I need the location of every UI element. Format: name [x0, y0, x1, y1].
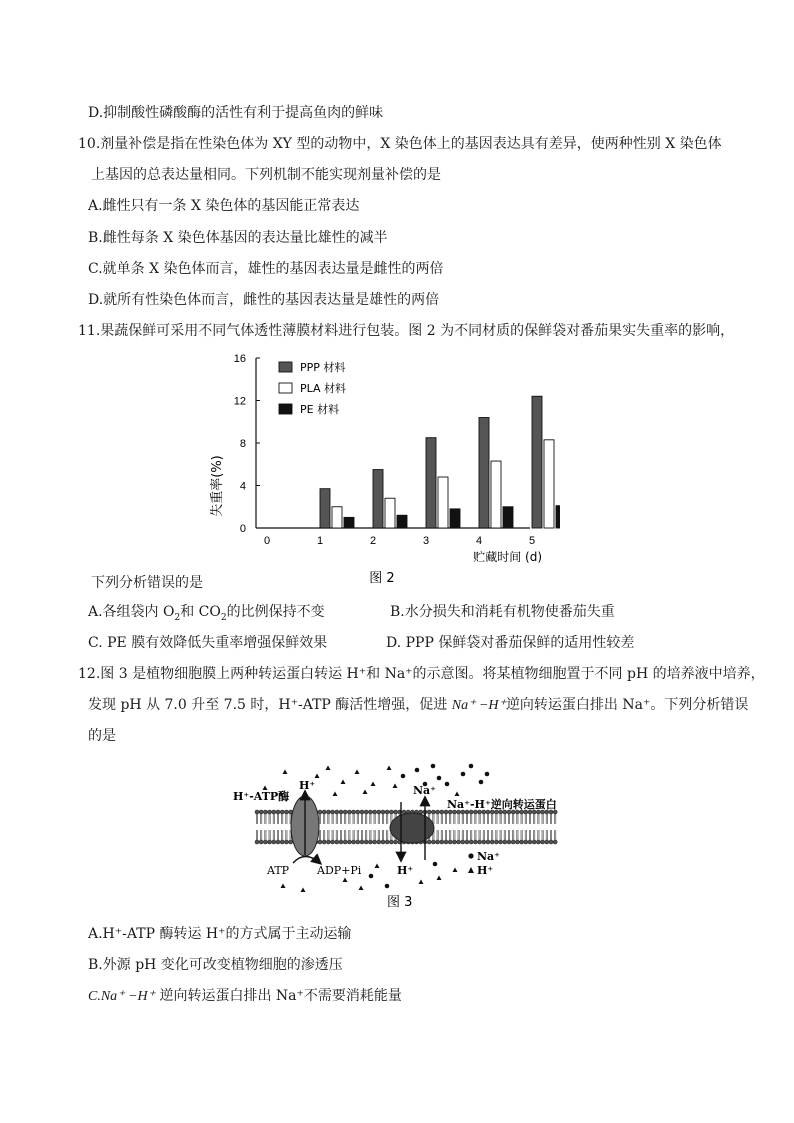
q11-option-b: B.水分损失和消耗有机物使番茄失重 — [390, 604, 615, 620]
chart-bar-ppp — [532, 396, 542, 528]
legend-h-label: H⁺ — [477, 864, 494, 877]
weight-loss-bar-chart — [200, 348, 560, 588]
q12-stem-line2 — [88, 695, 748, 716]
chart-x-tick-label: 2 — [369, 535, 377, 547]
h-ion — [355, 770, 360, 775]
chart-y-axis-label: 失重率(%) — [210, 455, 225, 517]
chart-bar-pla — [385, 498, 395, 528]
na-ion — [485, 772, 490, 777]
label-h-atpase: H⁺-ATP酶 — [233, 790, 290, 803]
q9-option-d: D.抑制酸性磷酸酶的活性有利于提高鱼肉的鲜味 — [88, 105, 384, 121]
h-ion — [375, 864, 380, 869]
q12-option-c-text: 逆向转运蛋白排出 Na⁺不需要消耗能量 — [159, 988, 402, 1004]
h-ion — [301, 888, 306, 893]
q11-stem-line1: 11.果蔬保鲜可采用不同气体透性薄膜材料进行包装。图 2 为不同材质的保鲜袋对番茄果实失重率的影响， — [78, 323, 735, 339]
h-ion — [359, 886, 364, 891]
chart-legend-swatch — [279, 362, 292, 372]
chart-x-tick-label: 5 — [528, 535, 536, 547]
na-ion — [461, 772, 466, 777]
chart-y-tick-label: 4 — [239, 480, 246, 493]
chart-bar-pla — [491, 461, 501, 528]
na-h-antiporter-protein — [390, 813, 434, 843]
q12-option-b: B.外源 pH 变化可改变植物细胞的渗透压 — [88, 957, 343, 973]
na-ion — [401, 774, 406, 779]
chart-bar-pla — [332, 507, 342, 528]
chart-y-tick-label: 0 — [239, 523, 246, 535]
chart-x-axis-label: 贮藏时间 (d) — [473, 550, 542, 564]
na-ion — [437, 776, 442, 781]
chart-x-tick-label: 4 — [475, 535, 483, 547]
q10-option-d: D.就所有性染色体而言，雌性的基因表达量是雄性的两倍 — [88, 292, 440, 308]
atp-hydrolysis-arrow — [293, 857, 320, 864]
chart-legend-swatch — [279, 383, 292, 393]
q12-stem-line1: 12.图 3 是植物细胞膜上两种转运蛋白转运 H⁺和 Na⁺的示意图。将某植物细胞置于不同 pH 的培养液中培养， — [78, 666, 765, 682]
na-ion — [385, 884, 390, 889]
chart-x-tick-label: 0 — [263, 535, 271, 547]
h-ion — [281, 884, 286, 889]
h-ion — [371, 782, 376, 787]
h-ion — [437, 876, 442, 881]
figure3-caption: 图 3 — [387, 895, 413, 910]
q11-option-a-sub1: 2 — [174, 612, 181, 623]
label-h-bottom: H⁺ — [397, 864, 414, 877]
h-ion — [283, 770, 288, 775]
na-ion — [431, 764, 436, 769]
chart-bar-pe — [450, 509, 460, 528]
chart-bar-ppp — [373, 470, 383, 528]
h-ion — [419, 880, 424, 885]
h-ion — [455, 792, 460, 797]
chart-bar-pe — [397, 515, 407, 528]
na-ion — [445, 782, 450, 787]
q12-stem-line3: 的是 — [88, 728, 116, 744]
membrane-transport-diagram — [225, 760, 575, 912]
chart-bar-pla — [438, 477, 448, 528]
chart-bar-ppp — [320, 489, 330, 528]
chart-caption: 图 2 — [369, 571, 395, 586]
q11-option-a — [88, 602, 325, 622]
q11-option-d: D. PPP 保鲜袋对番茄保鲜的适用性较差 — [386, 635, 635, 651]
na-ion — [469, 764, 474, 769]
chart-bar-pe — [344, 517, 354, 528]
h-ion — [343, 878, 348, 883]
h-ion — [393, 784, 398, 789]
label-atp: ATP — [267, 864, 290, 877]
chart-legend-label: PE 材料 — [300, 403, 340, 416]
chart-legend-swatch — [279, 404, 292, 414]
h-ion — [333, 792, 338, 797]
chart-y-tick-label: 8 — [239, 438, 246, 450]
q11-option-a-pre: A.各组袋内 O — [88, 604, 175, 620]
q11-option-a-sub2: 2 — [220, 612, 227, 623]
h-ion — [363, 790, 368, 795]
q12-stem-line2-b: 逆向转运蛋白排出 Na⁺。下列分析错误 — [505, 697, 749, 713]
chart-y-tick-label: 16 — [233, 353, 246, 365]
q11-option-c: C. PE 膜有效降低失重率增强保鲜效果 — [88, 635, 328, 651]
chart-x-tick-label: 1 — [316, 535, 324, 547]
chart-legend-label: PLA 材料 — [300, 382, 347, 395]
q10-stem-line2: 上基因的总表达量相同。下列机制不能实现剂量补偿的是 — [91, 167, 441, 183]
legend-na-label: Na⁺ — [477, 850, 500, 863]
chart-x-tick-label: 3 — [422, 535, 430, 547]
q11-stem-line2: 下列分析错误的是 — [91, 575, 203, 591]
h-ion — [453, 868, 458, 873]
chart-bar-pe — [503, 507, 513, 528]
h-ion — [387, 766, 392, 771]
q11-option-a-post: 的比例保持不变 — [226, 604, 325, 620]
label-adp-pi: ADP+Pi — [317, 864, 362, 877]
chart-bar-ppp — [426, 438, 436, 528]
q10-option-a: A.雌性只有一条 X 染色体的基因能正常表达 — [88, 198, 360, 214]
h-ion — [341, 780, 346, 785]
chart-bar-ppp — [479, 418, 489, 529]
label-h-top: H⁺ — [299, 779, 316, 792]
chart-y-tick-label: 12 — [233, 395, 246, 408]
h-ion — [326, 766, 331, 771]
q10-option-b: B.雌性每条 X 染色体基因的表达量比雄性的减半 — [88, 230, 388, 246]
q11-option-a-mid: 和 CO — [180, 604, 221, 620]
q10-option-c: C.就单条 X 染色体而言，雄性的基因表达量是雌性的两倍 — [88, 261, 444, 277]
q12-option-c-formula: C.Na⁺ −H⁺ — [88, 989, 156, 1004]
na-ion — [479, 780, 484, 785]
legend-h-marker — [468, 867, 474, 873]
na-ion — [369, 874, 374, 879]
chart-legend-label: PPP 材料 — [300, 361, 346, 374]
q10-stem-line1: 10.剂量补偿是指在性染色体为 XY 型的动物中，X 染色体上的基因表达具有差异，使两种性别 X 染色体 — [78, 136, 722, 152]
q12-option-c — [88, 986, 402, 1007]
q12-option-a: A.H⁺-ATP 酶转运 H⁺的方式属于主动运输 — [88, 926, 352, 942]
chart-bar-pla — [544, 440, 554, 528]
q12-stem-formula: Na⁺ −H⁺ — [451, 698, 506, 713]
legend-na-marker — [468, 853, 473, 858]
h-ion — [315, 774, 320, 779]
q12-stem-line2-a: 发现 pH 从 7.0 升至 7.5 时，H⁺-ATP 酶活性增强，促进 — [88, 697, 448, 713]
label-antiporter: Na⁺-H⁺逆向转运蛋白 — [447, 798, 557, 811]
na-ion — [415, 768, 420, 773]
na-ion — [433, 862, 438, 867]
label-na-top: Na⁺ — [413, 784, 436, 797]
chart-bar-pe — [556, 506, 560, 528]
